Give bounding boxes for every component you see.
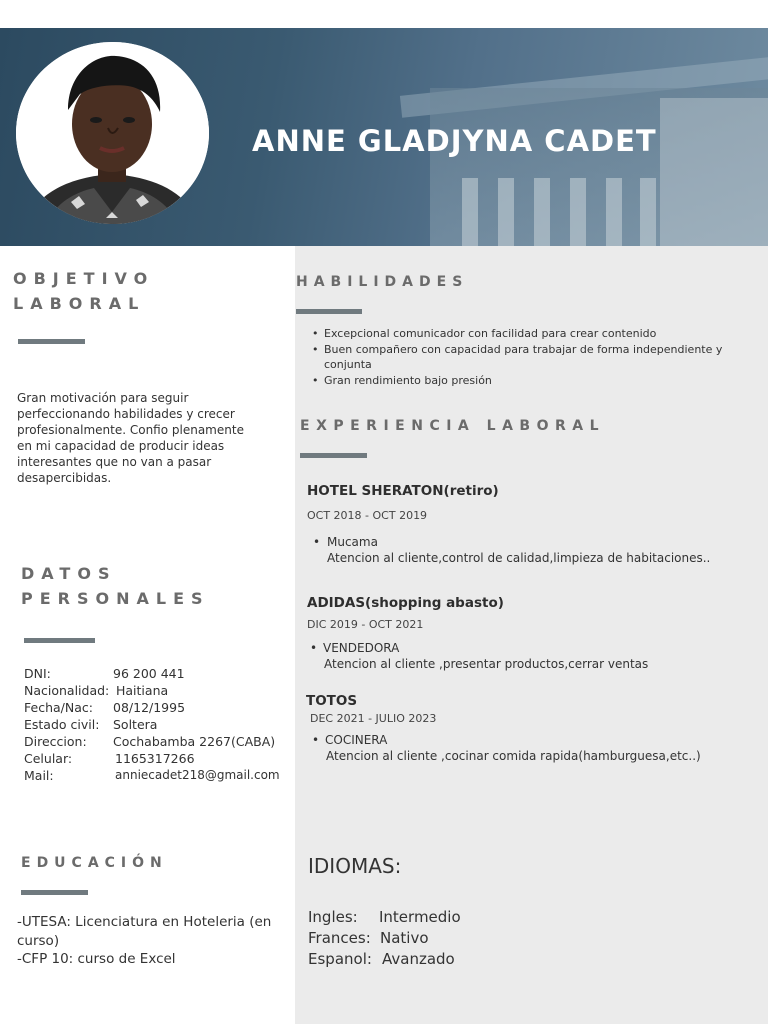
datos-value: 96 200 441: [113, 666, 185, 681]
building-highlight: [660, 98, 768, 246]
idioma-row: [308, 908, 461, 926]
job-company: TOTOS: [306, 693, 358, 709]
objetivo-divider: [18, 339, 85, 344]
job-description: Atencion al cliente ,presentar productos,cerrar ventas: [324, 657, 649, 671]
habilidades-heading: HABILIDADES: [296, 274, 469, 290]
job-description: Atencion al cliente ,cocinar comida rapida(hamburguesa,etc..): [326, 749, 701, 763]
datos-divider: [24, 638, 95, 643]
building-column: [462, 178, 478, 246]
idiomas-heading: IDIOMAS:: [308, 854, 402, 878]
building-column: [606, 178, 622, 246]
idioma-label: Frances:: [308, 929, 371, 947]
datos-value: Cochabamba 2267(CABA): [113, 734, 276, 749]
candidate-name: ANNE GLADJYNA CADET: [252, 124, 657, 158]
habilidades-list: [310, 326, 750, 388]
datos-heading-line1: DATOS: [21, 564, 117, 583]
idioma-label: Espanol:: [308, 950, 372, 968]
list-item: • Excepcional comunicador con facilidad para crear contenido: [310, 326, 750, 342]
building-column: [498, 178, 514, 246]
job-company: HOTEL SHERATON(retiro): [307, 483, 499, 499]
datos-value: anniecadet218@gmail.com: [115, 768, 280, 782]
idioma-label: Ingles:: [308, 908, 358, 926]
educacion-item: -CFP 10: curso de Excel: [17, 951, 176, 967]
objetivo-heading-line1: OBJETIVO: [13, 269, 155, 288]
datos-label: Celular:: [24, 751, 73, 766]
datos-value: 1165317266: [115, 751, 195, 766]
datos-heading-line2: PERSONALES: [21, 589, 210, 608]
idioma-level: Intermedio: [379, 908, 461, 926]
building-column: [534, 178, 550, 246]
list-item: • Gran rendimiento bajo presión: [310, 373, 750, 389]
list-item: • Buen compañero con capacidad para trabajar de forma independiente y conjunta: [310, 342, 750, 373]
portrait-illustration: [16, 42, 209, 224]
datos-label: Estado civil:: [24, 717, 100, 732]
idioma-level: Avanzado: [382, 950, 455, 968]
datos-label: DNI:: [24, 666, 51, 681]
idioma-row: [308, 950, 455, 968]
objetivo-heading-line2: LABORAL: [13, 294, 146, 313]
experiencia-heading: EXPERIENCIA LABORAL: [300, 418, 606, 434]
bullet-icon: •: [310, 641, 318, 655]
educacion-heading: EDUCACIÓN: [21, 855, 168, 871]
idioma-level: Nativo: [380, 929, 429, 947]
datos-value: Haitiana: [116, 683, 169, 698]
job-company: ADIDAS(shopping abasto): [307, 595, 504, 611]
datos-label: Mail:: [24, 768, 54, 783]
educacion-item: -UTESA: Licenciatura en Hoteleria (en curso): [17, 914, 272, 949]
experiencia-divider: [300, 453, 367, 458]
job-description: Atencion al cliente,control de calidad,limpieza de habitaciones..: [327, 551, 711, 565]
objetivo-text: Gran motivación para seguir perfeccionando habilidades y crecer profesionalmente. Confio plenamente en mi capacidad de producir ideas interesantes que no van a pasar desapercibidas.: [17, 391, 244, 485]
datos-value: Soltera: [113, 717, 158, 732]
datos-label: Fecha/Nac:: [24, 700, 93, 715]
job-role-label: Mucama: [327, 535, 378, 549]
profile-photo: [16, 42, 209, 224]
idioma-row: [308, 929, 429, 947]
job-dates: OCT 2018 - OCT 2019: [307, 509, 428, 522]
bullet-icon: •: [312, 733, 320, 747]
job-role-label: VENDEDORA: [323, 641, 400, 655]
job-dates: DEC 2021 - JULIO 2023: [310, 712, 437, 725]
top-margin: [0, 0, 768, 28]
educacion-divider: [21, 890, 88, 895]
job-dates: DIC 2019 - OCT 2021: [307, 618, 424, 631]
habilidades-divider: [296, 309, 362, 314]
datos-label: Nacionalidad:: [24, 683, 110, 698]
building-column: [640, 178, 656, 246]
datos-label: Direccion:: [24, 734, 87, 749]
building-column: [570, 178, 586, 246]
datos-value: 08/12/1995: [113, 700, 186, 715]
job-role-label: COCINERA: [325, 733, 388, 747]
bullet-icon: •: [313, 535, 321, 549]
